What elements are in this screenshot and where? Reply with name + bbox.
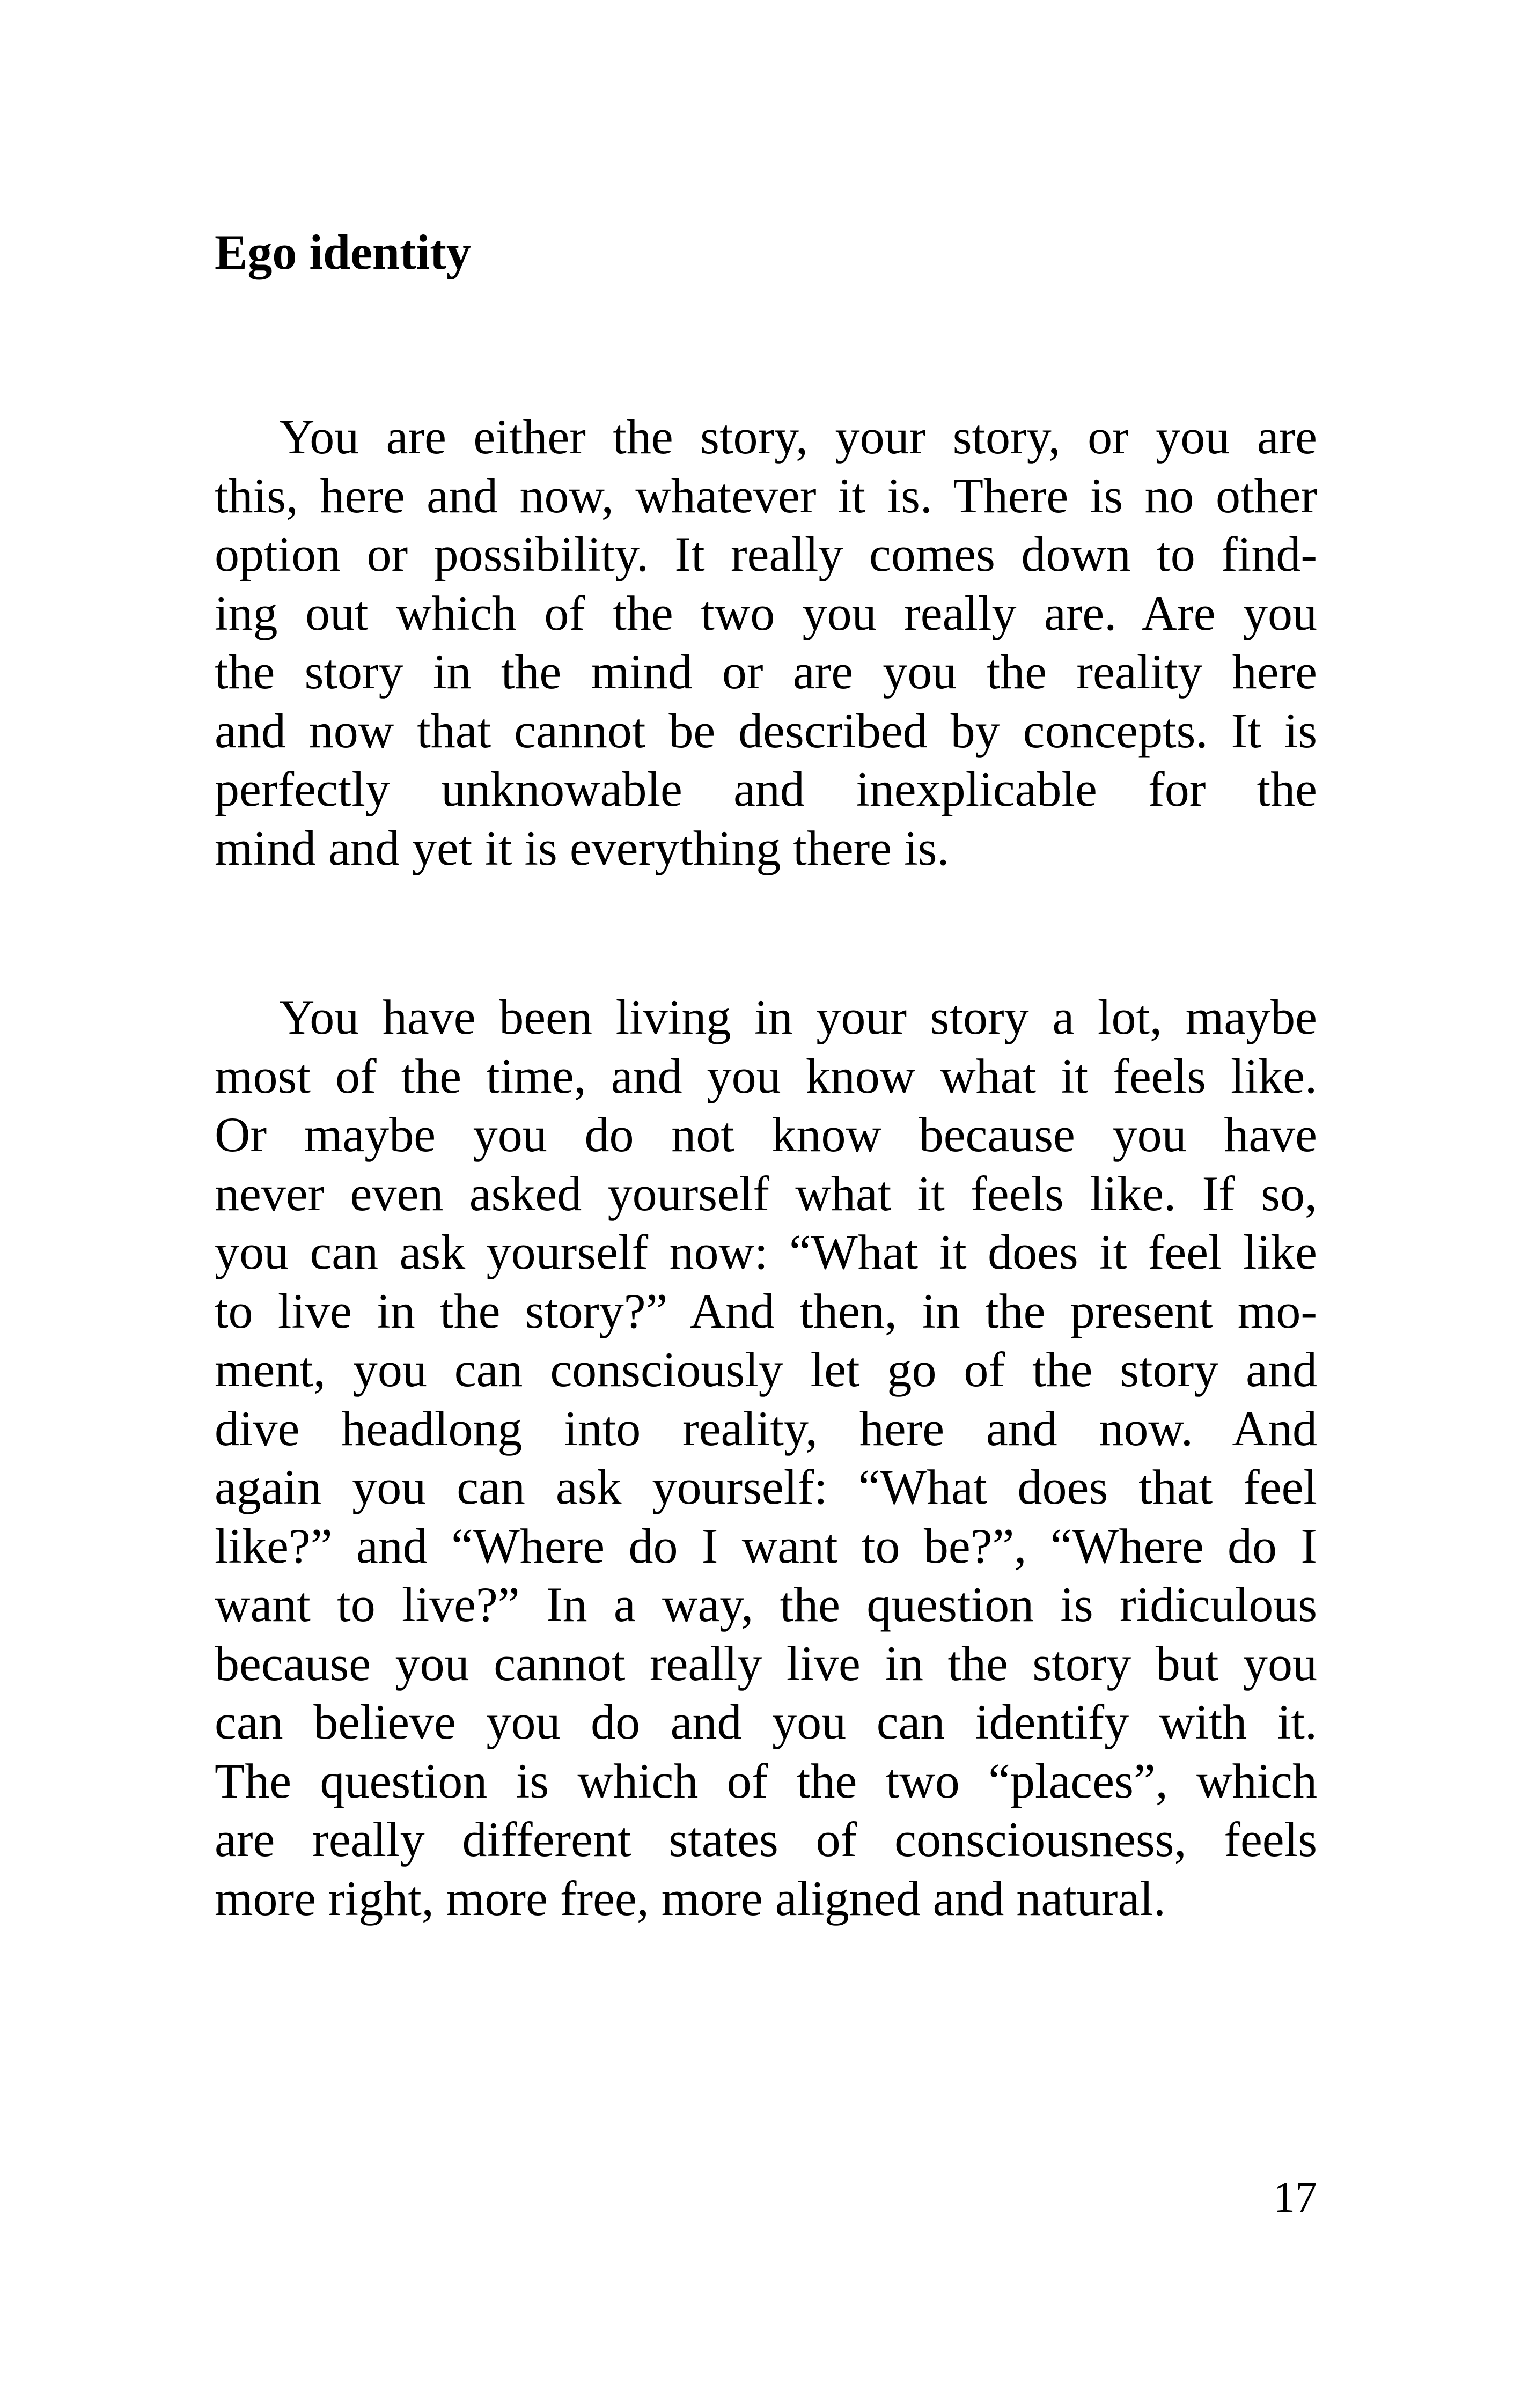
text-line: dive headlong into reality, here and now. And xyxy=(215,1401,1317,1456)
section-heading: Ego identity xyxy=(215,225,471,279)
text-line: ment, you can consciously let go of the story and xyxy=(215,1342,1317,1397)
text-line: most of the time, and you know what it feels like. xyxy=(215,1048,1317,1103)
text-line: Or maybe you do not know because you have xyxy=(215,1107,1317,1162)
text-line: like?” and “Where do I want to be?”, “Where do I xyxy=(215,1518,1317,1573)
text-line: you can ask yourself now: “What it does it feel like xyxy=(215,1225,1317,1279)
text-line: mind and yet it is everything there is. xyxy=(215,820,950,875)
paragraph xyxy=(215,408,1317,878)
text-line: and now that cannot be described by concepts. It is xyxy=(215,703,1317,758)
text-line: the story in the mind or are you the reality here xyxy=(215,644,1317,699)
text-line: ing out which of the two you really are. Are you xyxy=(215,585,1317,640)
text-line: never even asked yourself what it feels like. If so, xyxy=(215,1166,1317,1221)
text-line: can believe you do and you can identify with it. xyxy=(215,1695,1317,1749)
text-line: to live in the story?” And then, in the present mo- xyxy=(215,1283,1317,1338)
text-line: are really different states of consciousness, feels xyxy=(215,1812,1317,1867)
text-line: You have been living in your story a lot, maybe xyxy=(279,990,1317,1044)
page-number: 17 xyxy=(1273,2173,1317,2221)
text-line: because you cannot really live in the story but you xyxy=(215,1636,1317,1691)
text-line: want to live?” In a way, the question is ridiculous xyxy=(215,1577,1317,1632)
text-line: The question is which of the two “places”, which xyxy=(215,1753,1317,1808)
text-line: You are either the story, your story, or you are xyxy=(279,409,1317,464)
text-line: again you can ask yourself: “What does that feel xyxy=(215,1460,1317,1514)
text-line: this, here and now, whatever it is. There is no other xyxy=(215,468,1317,523)
text-line: more right, more free, more aligned and natural. xyxy=(215,1871,1166,1926)
text-line: perfectly unknowable and inexplicable for the xyxy=(215,762,1317,816)
text-line: option or possibility. It really comes down to find- xyxy=(215,527,1317,581)
paragraph xyxy=(215,988,1317,1928)
